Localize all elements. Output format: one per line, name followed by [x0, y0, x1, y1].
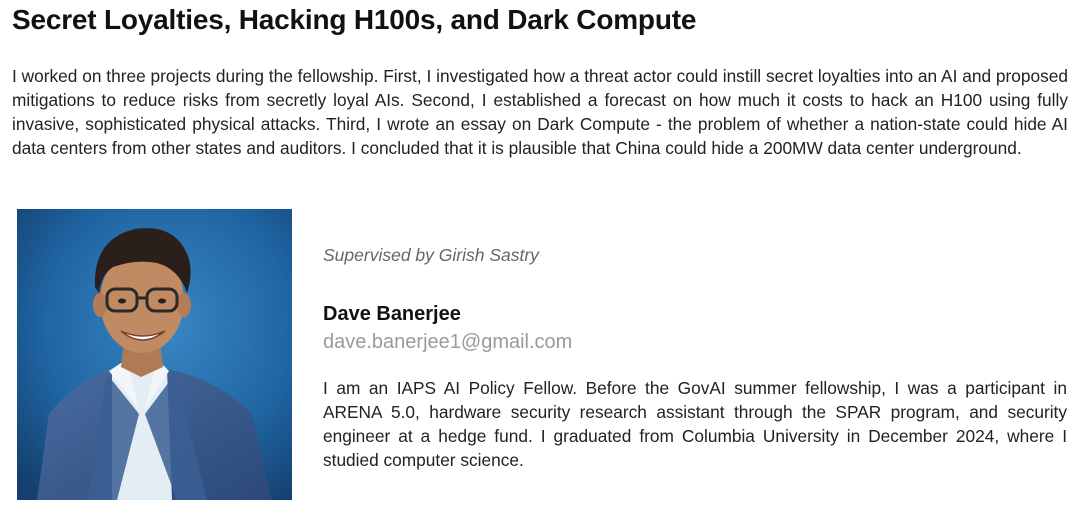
project-summary: I worked on three projects during the fellowship. First, I investigated how a threat actor could instill secret loyalties into an AI and proposed mitigations to reduce risks from secretly loyal AIs. Second, I established a forecast on how much it costs to hack an H100 using fully invasive, sophisticated physical attacks. Third, I wrote an essay on Dark Compute - the problem of whether a nation-state could hide AI data centers from other states and auditors. I concluded that it is plausible that China could hide a 200MW data center underground.: [12, 66, 1068, 158]
fellow-bio: I am an IAPS AI Policy Fellow. Before the GovAI summer fellowship, I was a participant in ARENA 5.0, hardware security research assistant through the SPAR program, and security engineer at a hedge fund. I graduated from Columbia University in December 2024, where I studied computer science.: [323, 378, 1067, 470]
fellow-email-link[interactable]: dave.banerjee1@gmail.com: [323, 331, 573, 353]
fellow-name: Dave Banerjee: [323, 303, 461, 325]
fellow-portrait-photo: [17, 209, 292, 500]
project-title: Secret Loyalties, Hacking H100s, and Dark Compute: [12, 4, 697, 35]
supervisor-credit: Supervised by Girish Sastry: [323, 245, 539, 265]
